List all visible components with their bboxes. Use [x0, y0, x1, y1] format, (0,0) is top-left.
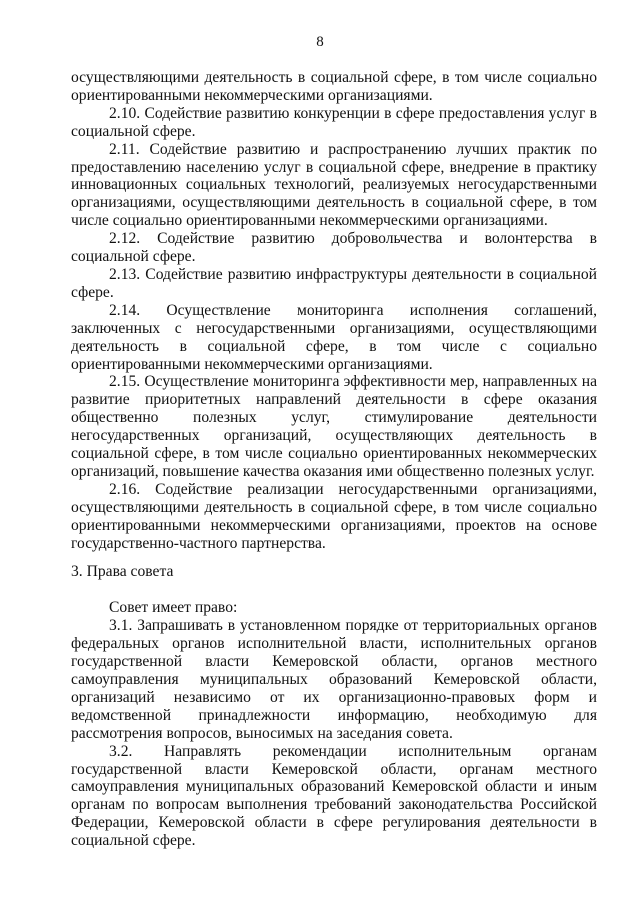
- paragraph-2-11: 2.11. Содействие развитию и распространению лучших практик по предоставлению населению услуг в социальной сфере, внедрение в практику инновационных социальных технологий, реализуемых негосударственными организациями, осуществляющими деятельность в социальной сфере, в том числе социально ориентированными некоммерческими организациями.: [71, 140, 597, 230]
- paragraph-2-16: 2.16. Содействие реализации негосударственными организациями, осуществляющими деятельность в социальной сфере, в том числе социально ориентированными некоммерческими организациями, проектов на основе государственно-частного партнерства.: [71, 480, 597, 552]
- section-intro: Совет имеет право:: [109, 599, 238, 617]
- paragraph-3-2: 3.2. Направлять рекомендации исполнительным органам государственной власти Кемеровской области, органам местного самоуправления муниципальных образований Кемеровской области и иным органам по вопросам выполнения требований законодательства Российской Федерации, Кемеровской области в сфере регулирования деятельности в социальной сфере.: [71, 742, 597, 850]
- paragraph-2-10: 2.10. Содействие развитию конкуренции в сфере предоставления услуг в социальной сфере.: [71, 104, 597, 140]
- paragraph-3-1: 3.1. Запрашивать в установленном порядке от территориальных органов федеральных органов исполнительной власти, исполнительных органов государственной власти Кемеровской области, органов местного самоуправления муниципальных образований Кемеровской области, организаций независимо от их организационно-правовых форм и ведомственной принадлежности информацию, необходимую для рассмотрения вопросов, выносимых на заседания совета.: [71, 617, 597, 742]
- section-heading: 3. Права совета: [71, 563, 174, 581]
- paragraph-2-13: 2.13. Содействие развитию инфраструктуры деятельности в социальной сфере.: [71, 265, 597, 301]
- paragraph-2-15: 2.15. Осуществление мониторинга эффективности мер, направленных на развитие приоритетных направлений деятельности в сфере оказания общественно полезных услуг, стимулирование деятельности негосударственных организаций, осуществляющих деятельность в социальной сфере, в том числе социально ориентированных некоммерческих организаций, повышение качества оказания ими общественно полезных услуг.: [71, 373, 597, 480]
- paragraph-2-14: 2.14. Осуществление мониторинга исполнения соглашений, заключенных с негосударственными организациями, осуществляющими деятельность в социальной сфере, в том числе с социально ориентированными некоммерческими организациями.: [71, 301, 597, 373]
- paragraph-continuation: осуществляющими деятельность в социальной сфере, в том числе социально ориентированными некоммерческими организациями.: [71, 69, 597, 104]
- document-body: [71, 69, 597, 850]
- paragraph-2-12: 2.12. Содействие развитию добровольчества и волонтерства в социальной сфере.: [71, 230, 597, 266]
- page-number: 8: [316, 34, 324, 50]
